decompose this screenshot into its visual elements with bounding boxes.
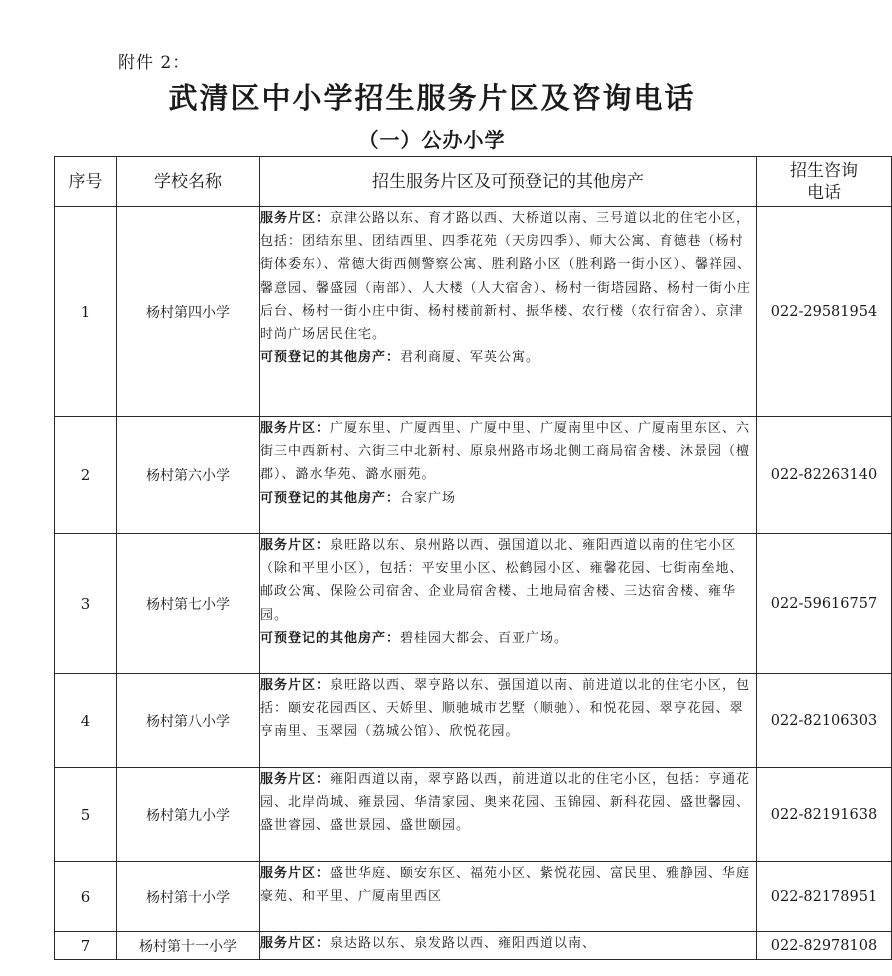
other-property-label: 可预登记的其他房产： [260, 490, 401, 506]
row-index: 4 [55, 674, 117, 768]
service-area-text: 广厦东里、广厦西里、广厦中里、广厦南里中区、广厦南里东区、六街三中西新村、六街三中北新村、原泉州路市场北侧工商局宿舍楼、沐景园（檀郡）、潞水华苑、潞水丽苑。 [260, 421, 751, 483]
table-row [55, 932, 892, 960]
table-row [55, 674, 892, 768]
row-index: 2 [55, 417, 117, 534]
service-area-label: 服务片区： [260, 211, 331, 226]
school-name: 杨村第六小学 [117, 417, 260, 534]
table-header-row [55, 157, 892, 207]
enrollment-table [54, 156, 892, 960]
phone-number: 022-82978108 [757, 932, 892, 960]
service-area-label: 服务片区： [260, 772, 331, 787]
row-index: 3 [55, 534, 117, 674]
service-area [260, 207, 757, 417]
service-area-text: 泉旺路以东、泉州路以西、强国道以北、雍阳西道以南的住宅小区（除和平里小区），包括：平安里小区、松鹤园小区、雍馨花园、七街南垒地、邮政公寓、保险公司宿舍、企业局宿舍楼、土地局宿舍楼、三达宿舍楼、雍华园。 [260, 538, 744, 623]
service-area [260, 768, 757, 862]
school-name: 杨村第七小学 [117, 534, 260, 674]
header-index: 序号 [55, 157, 117, 207]
other-property-label: 可预登记的其他房产： [260, 630, 401, 646]
section-subtitle: （一）公办小学 [358, 128, 506, 152]
header-phone-line2: 电话 [807, 182, 841, 203]
header-area: 招生服务片区及可预登记的其他房产 [260, 157, 757, 207]
service-area [260, 674, 757, 768]
service-area-label: 服务片区： [260, 866, 331, 881]
service-area-text: 泉旺路以西、翠亨路以东、强国道以南、前进道以北的住宅小区，包括：颐安花园西区、天娇里、顺驰城市艺墅（顺驰）、和悦花园、翠亨花园、翠亨南里、玉翠园（荔城公馆）、欣悦花园。 [260, 678, 751, 740]
service-area-label: 服务片区： [260, 936, 331, 951]
service-area-label: 服务片区： [260, 678, 331, 693]
table-row [55, 417, 892, 534]
service-area-label: 服务片区： [260, 421, 331, 436]
service-area-label: 服务片区： [260, 538, 331, 553]
school-name: 杨村第十一小学 [117, 932, 260, 960]
service-area-text: 泉达路以东、泉发路以西、雍阳西道以南、 [330, 936, 597, 951]
school-name: 杨村第八小学 [117, 674, 260, 768]
header-phone-line1: 招生咨询 [790, 160, 858, 181]
service-area [260, 862, 757, 932]
other-property-label: 可预登记的其他房产： [260, 350, 401, 366]
service-area [260, 534, 757, 674]
row-index: 6 [55, 862, 117, 932]
table-row [55, 207, 892, 417]
service-area-text: 京津公路以东、育才路以西、大桥道以南、三号道以北的住宅小区，包括：团结东里、团结西里、四季花苑（天房四季）、师大公寓、育德巷（杨村街体委东）、常德大街西侧警察公寓、胜利路小区（胜利路一街小区）、馨祥园、馨意园、馨盛园（南部）、人大楼（人大宿舍）、杨村一街塔园路、杨村一街小庄后台、杨村一街小庄中街、杨村楼前新村、振华楼、农行楼（农行宿舍）、京津时尚广场居民住宅。 [260, 211, 752, 343]
row-index: 7 [55, 932, 117, 960]
row-index: 1 [55, 207, 117, 417]
phone-number: 022-82263140 [757, 417, 892, 534]
school-name: 杨村第九小学 [117, 768, 260, 862]
school-name: 杨村第十小学 [117, 862, 260, 932]
header-phone [757, 157, 892, 207]
table-row [55, 534, 892, 674]
phone-number: 022-82106303 [757, 674, 892, 768]
other-property-text: 君利商厦、军英公寓。 [400, 350, 541, 366]
table-row [55, 768, 892, 862]
table-row [55, 862, 892, 932]
school-name: 杨村第四小学 [117, 207, 260, 417]
header-school: 学校名称 [117, 157, 260, 207]
other-property-text: 碧桂园大都会、百亚广场。 [400, 630, 569, 646]
service-area-text: 盛世华庭、颐安东区、福苑小区、紫悦花园、富民里、雅静园、华庭豪苑、和平里、广厦南里西区 [260, 866, 751, 905]
other-property-text: 合家广场 [400, 490, 457, 506]
phone-number: 022-82191638 [757, 768, 892, 862]
phone-number: 022-29581954 [757, 207, 892, 417]
phone-number: 022-82178951 [757, 862, 892, 932]
phone-number: 022-59616757 [757, 534, 892, 674]
service-area [260, 932, 757, 960]
service-area-text: 雍阳西道以南，翠亨路以西，前进道以北的住宅小区，包括：亨通花园、北岸尚城、雍景园、华清家园、奥来花园、玉锦园、新科花园、盛世馨园、盛世睿园、盛世景园、盛世颐园。 [260, 772, 751, 834]
row-index: 5 [55, 768, 117, 862]
attachment-label: 附件 2： [118, 53, 191, 73]
page-title: 武清区中小学招生服务片区及咨询电话 [168, 81, 696, 115]
service-area [260, 417, 757, 534]
